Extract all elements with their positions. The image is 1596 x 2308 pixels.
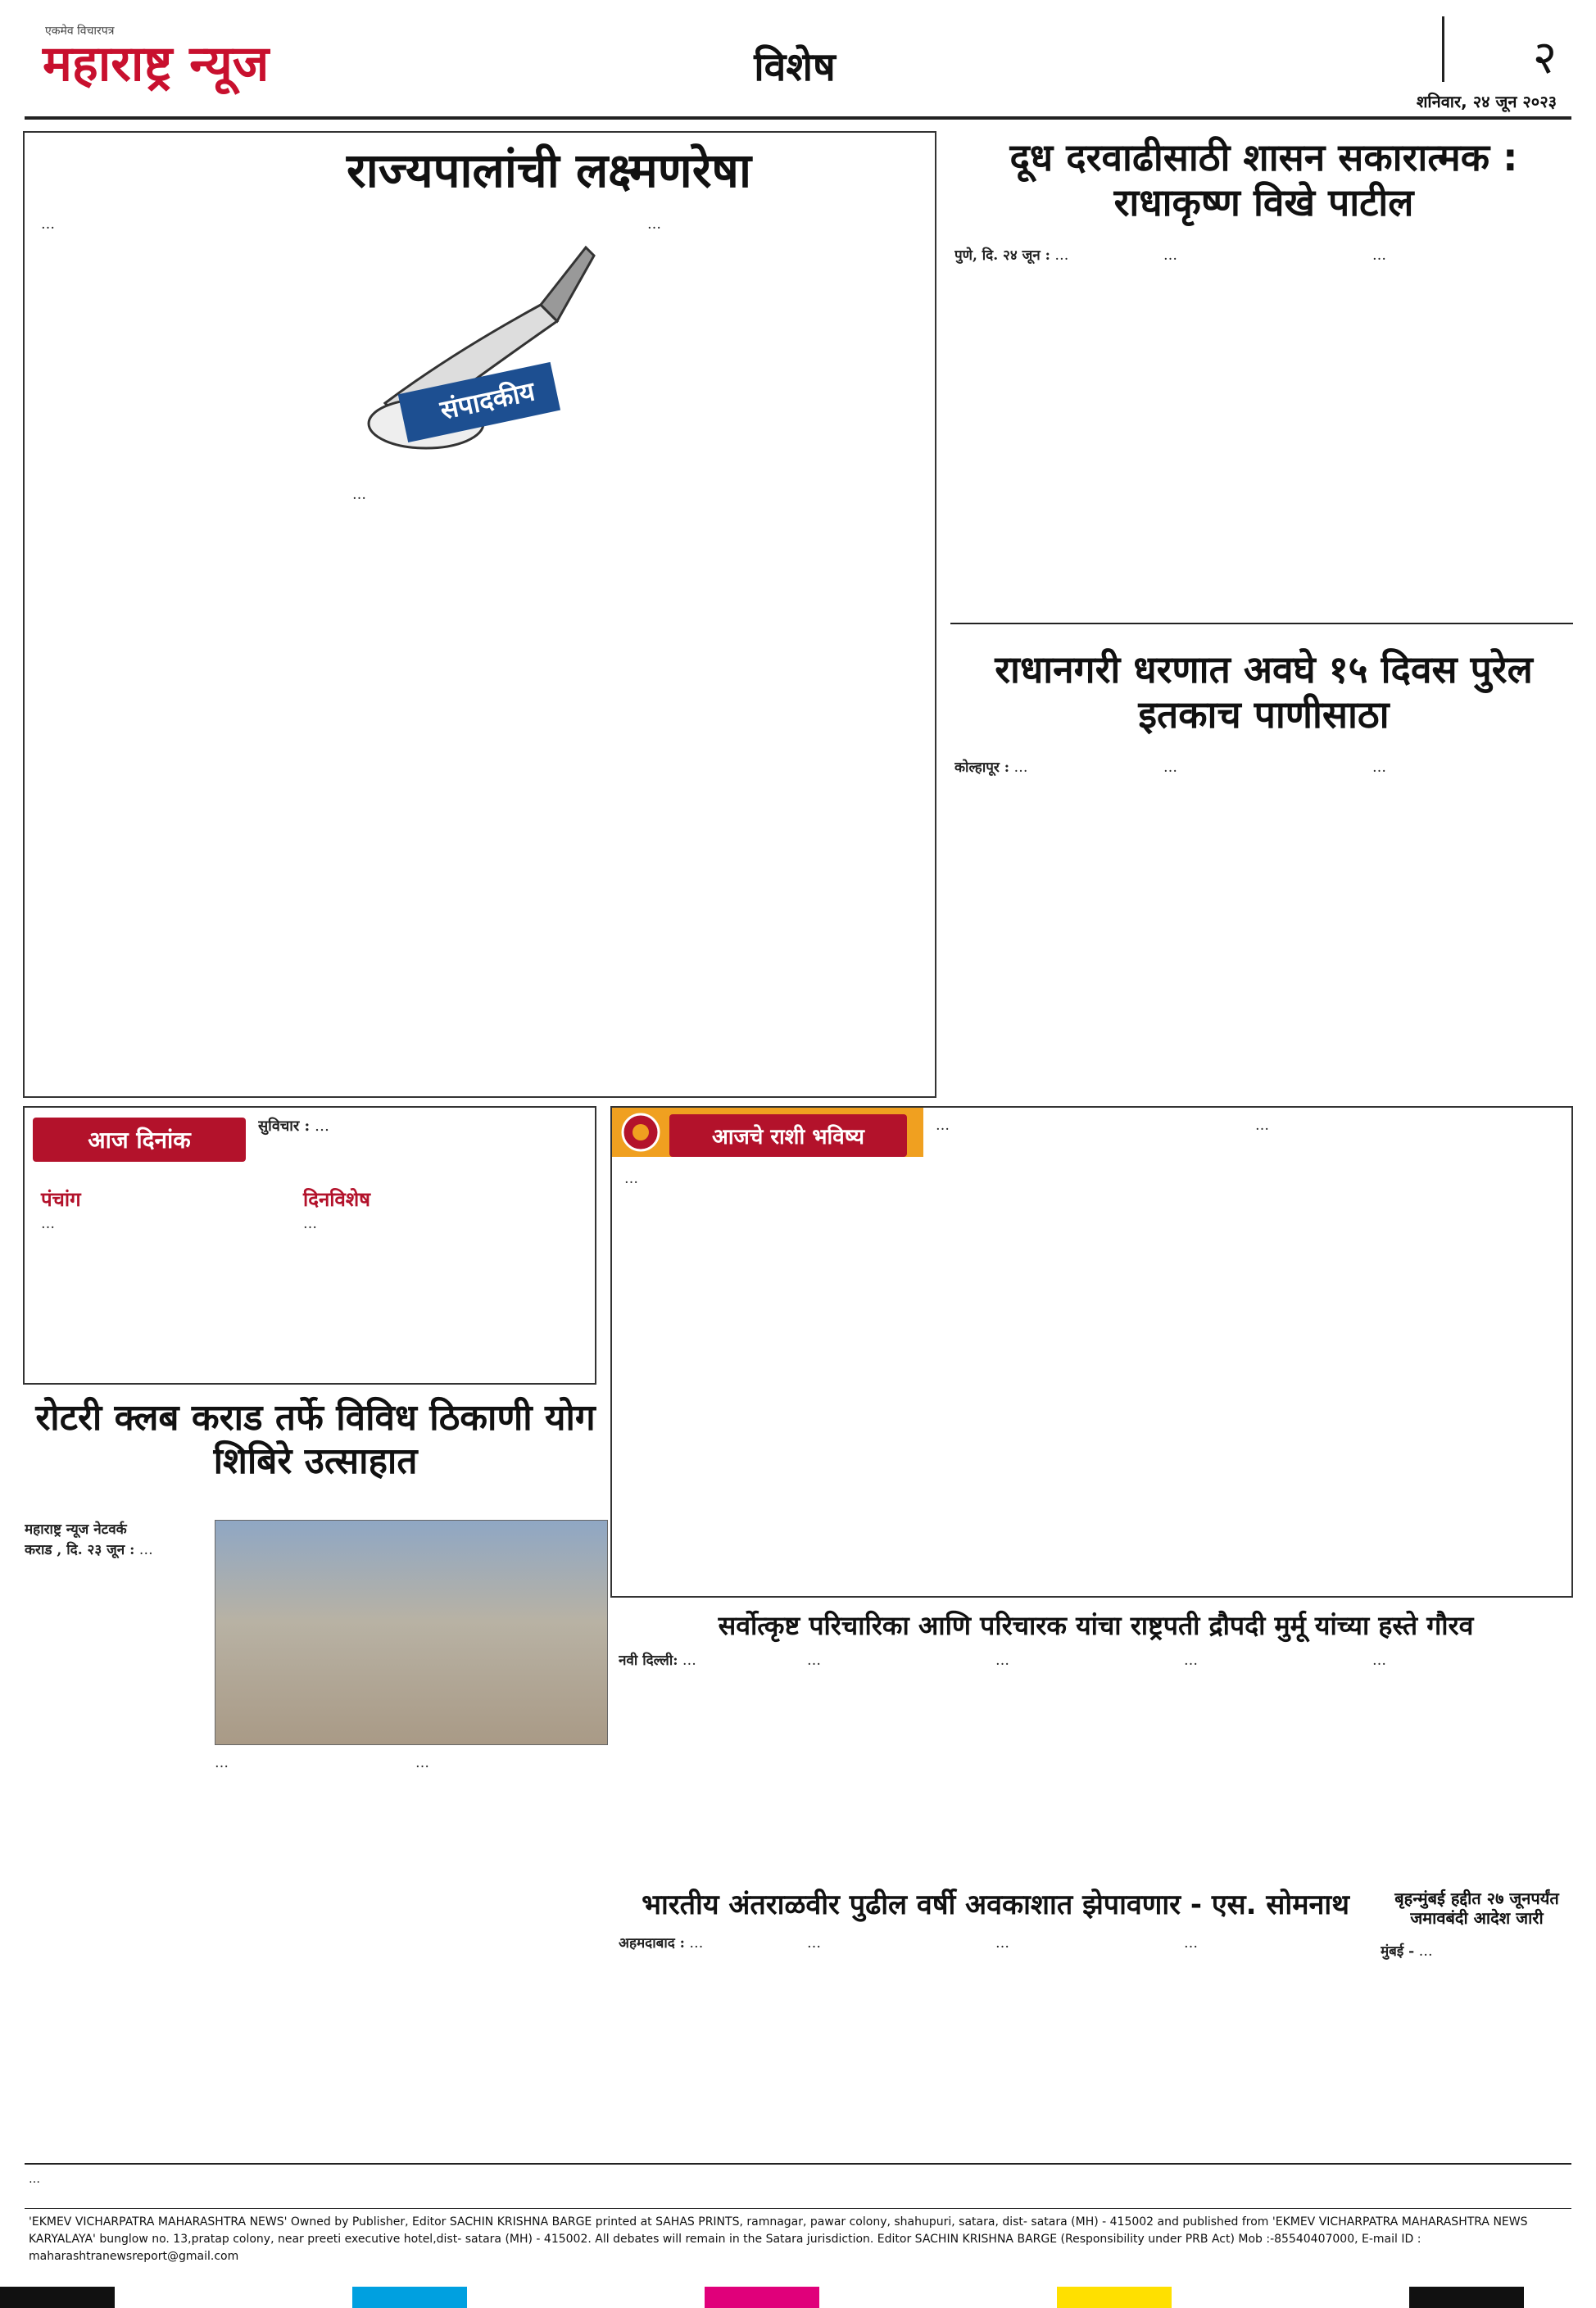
rashi-col-2: … [936, 1118, 950, 1134]
pen-hand-icon [352, 215, 598, 477]
section-title: विशेष [754, 44, 836, 90]
space-dateline: अहमदाबाद : [619, 1935, 685, 1952]
mumbai-dateline: मुंबई - [1381, 1943, 1415, 1960]
milk-col-1 [954, 246, 1151, 606]
editorial-col-2: … [352, 487, 366, 503]
milk-col-2: … [1163, 247, 1177, 264]
space-headline: भारतीय अंतराळवीर पुढील वर्षी अवकाशात झेपावणार - एस. सोमनाथ [642, 1889, 1349, 1921]
rashi-col-3: … [1255, 1118, 1269, 1134]
registration-mark [1409, 2287, 1524, 2308]
registration-mark [352, 2287, 467, 2308]
yoga-photo [215, 1520, 608, 1745]
rashi-col-1: … [624, 1171, 638, 1187]
editorial-box [23, 131, 936, 1098]
dam-col-3: … [1372, 760, 1386, 776]
yoga-col-3: … [415, 1755, 429, 1771]
mumbai-body: … [1418, 1943, 1433, 1960]
dam-body-1: … [1013, 760, 1028, 776]
zodiac-wheel-icon [620, 1112, 661, 1153]
masthead-rule [25, 116, 1571, 120]
yoga-byline: महाराष्ट्र न्यूज नेटवर्क [25, 1521, 127, 1538]
nurses-dateline: नवी दिल्ली: [619, 1653, 678, 1669]
nurses-body-1: … [682, 1653, 696, 1669]
page-number: २ [1532, 31, 1557, 84]
suvichar-label: सुविचार : [258, 1118, 311, 1135]
dinvishesh-label: दिनविशेष [303, 1188, 371, 1211]
nurses-col-4: … [1184, 1653, 1198, 1669]
milk-body-1: … [1054, 247, 1069, 264]
panchang-label: पंचांग [41, 1188, 81, 1211]
yoga-col-1 [25, 1520, 205, 2142]
rashi-box [610, 1106, 1573, 1598]
footer-marathi: … [29, 2173, 40, 2186]
registration-mark [705, 2287, 819, 2308]
space-body-1: … [689, 1935, 704, 1952]
space-col-1 [619, 1934, 799, 2151]
dam-col-2: … [1163, 760, 1177, 776]
nurses-col-5: … [1372, 1653, 1386, 1669]
nurses-col-3: … [995, 1653, 1009, 1669]
milk-col-3: … [1372, 247, 1386, 264]
nurses-col-1 [619, 1651, 799, 1876]
mumbai-headline: बृहन्मुंबई हद्दीत २७ जूनपर्यंत जमावबंदी आदेश जारी [1394, 1889, 1559, 1928]
nurses-headline: सर्वोत्कृष्ट परिचारिका आणि परिचारक यांचा राष्ट्रपती द्रौपदी मुर्मू यांच्या हस्ते गौरव [718, 1610, 1474, 1641]
rashi-title: आजचे राशी भविष्य [669, 1114, 907, 1157]
masthead-divider [1442, 16, 1444, 82]
divider [950, 623, 1573, 624]
masthead-logo: महाराष्ट्र न्यूज [43, 35, 270, 93]
milk-dateline: पुणे, दि. २४ जून : [954, 247, 1050, 264]
suvichar [258, 1116, 586, 1173]
mumbai-col [1381, 1942, 1573, 2151]
yoga-dateline: कराड , दि. २३ जून : [25, 1541, 135, 1558]
yoga-headline: रोटरी क्लब कराड तर्फे विविध ठिकाणी योग शिबिरे उत्साहात [35, 1397, 596, 1482]
footer-rule [25, 2163, 1571, 2165]
footer-rule-2 [25, 2208, 1571, 2209]
dam-headline: राधानगरी धरणात अवघे १५ दिवस पुरेल इतकाच पाणीसाठा [995, 647, 1533, 737]
registration-mark [0, 2287, 115, 2308]
issue-date: शनिवार, २४ जून २०२३ [1416, 92, 1557, 111]
dam-col-1 [954, 758, 1151, 1094]
aaj-dinank-title: आज दिनांक [33, 1118, 246, 1162]
panchang-text: … [41, 1216, 55, 1232]
dam-dateline: कोल्हापूर : [954, 760, 1010, 776]
space-col-3: … [995, 1935, 1009, 1952]
editorial-title: राज्यपालांची लक्ष्मणरेषा [347, 143, 751, 198]
editorial-col-1: … [41, 216, 55, 233]
aaj-dinank-box [23, 1106, 596, 1385]
suvichar-text: … [314, 1118, 329, 1135]
yoga-body-1: … [138, 1541, 153, 1558]
registration-mark [1057, 2287, 1172, 2308]
editorial-illustration [352, 215, 598, 477]
editorial-col-3: … [647, 216, 661, 233]
space-col-4: … [1184, 1935, 1198, 1952]
yoga-col-2: … [215, 1755, 229, 1771]
nurses-col-2: … [807, 1653, 821, 1669]
milk-headline: दूध दरवाढीसाठी शासन सकारात्मक : राधाकृष्ण विखे पाटील [1009, 135, 1518, 225]
footer-english: 'EKMEV VICHARPATRA MAHARASHTRA NEWS' Owned by Publisher, Editor SACHIN KRISHNA BARGE printed at SAHAS PRINTS, ramnagar, pawar colony, shahupuri, satara, dist- satara (MH) - 415002 and published from 'EKMEV VICHARPATRA MAHARASHTRA NEWS KARYALAYA' bunglow no. 13,pratap colony, near preeti executive hotel,dist- satara (MH) - 415002. All debates will remain in the Satara jurisdiction. Editor SACHIN KRISHNA BARGE (Responsibility under PRB Act) Mob :-85540407000, E-mail ID : maharashtranewsreport@gmail.com [29, 2215, 1528, 2263]
dinvishesh-text: … [303, 1216, 317, 1232]
space-col-2: … [807, 1935, 821, 1952]
editorial-label: संपादकीय [438, 375, 537, 426]
tagline: एकमेव विचारपत्र [45, 25, 115, 38]
